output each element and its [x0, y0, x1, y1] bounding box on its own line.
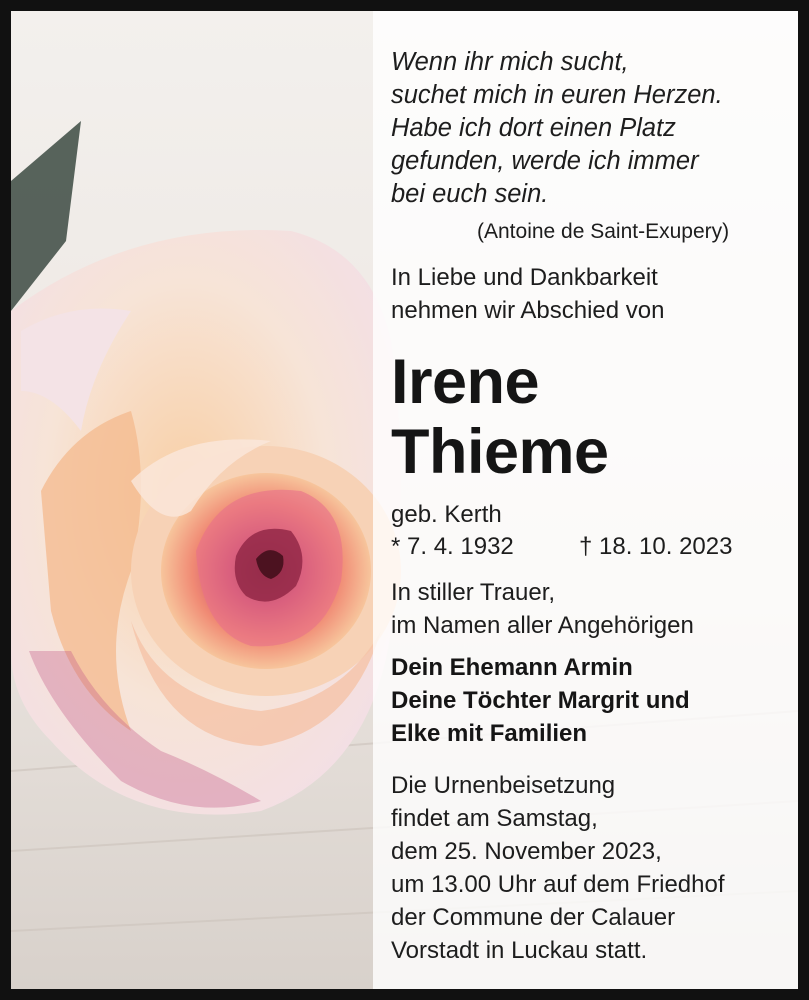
- quote-line: suchet mich in euren Herzen.: [391, 81, 723, 109]
- quote-line: Wenn ihr mich sucht,: [391, 48, 629, 76]
- deceased-name: [391, 347, 609, 487]
- intro-line: In Liebe und Dankbarkeit: [391, 264, 658, 291]
- mourning-line: In stiller Trauer,: [391, 579, 556, 606]
- quote: [391, 46, 723, 211]
- family-line: Deine Töchter Margrit und: [391, 687, 690, 714]
- family-line: Elke mit Familien: [391, 720, 588, 747]
- intro-text: [391, 261, 665, 327]
- mourning-line: im Namen aller Angehörigen: [391, 612, 694, 639]
- intro-line: nehmen wir Abschied von: [391, 297, 665, 324]
- birth-name: geb. Kerth: [391, 501, 502, 528]
- burial-line: Die Urnenbeisetzung: [391, 772, 616, 799]
- quote-line: gefunden, werde ich immer: [391, 147, 699, 175]
- first-name: Irene: [391, 347, 540, 417]
- birth-date: * 7. 4. 1932: [391, 533, 514, 560]
- last-name: Thieme: [391, 417, 609, 487]
- burial-line: der Commune der Calauer: [391, 904, 676, 931]
- burial-line: um 13.00 Uhr auf dem Friedhof: [391, 871, 725, 898]
- family-names: [391, 651, 690, 750]
- family-line: Dein Ehemann Armin: [391, 654, 633, 681]
- burial-line: Vorstadt in Luckau statt.: [391, 937, 648, 964]
- death-date: † 18. 10. 2023: [579, 533, 733, 560]
- burial-line: dem 25. November 2023,: [391, 838, 662, 865]
- life-dates: [391, 530, 751, 563]
- burial-line: findet am Samstag,: [391, 805, 598, 832]
- quote-author: (Antoine de Saint-Exupery): [477, 220, 730, 243]
- quote-line: bei euch sein.: [391, 180, 549, 208]
- burial-info: [391, 769, 725, 967]
- quote-line: Habe ich dort einen Platz: [391, 114, 676, 142]
- mourning-text: [391, 576, 694, 642]
